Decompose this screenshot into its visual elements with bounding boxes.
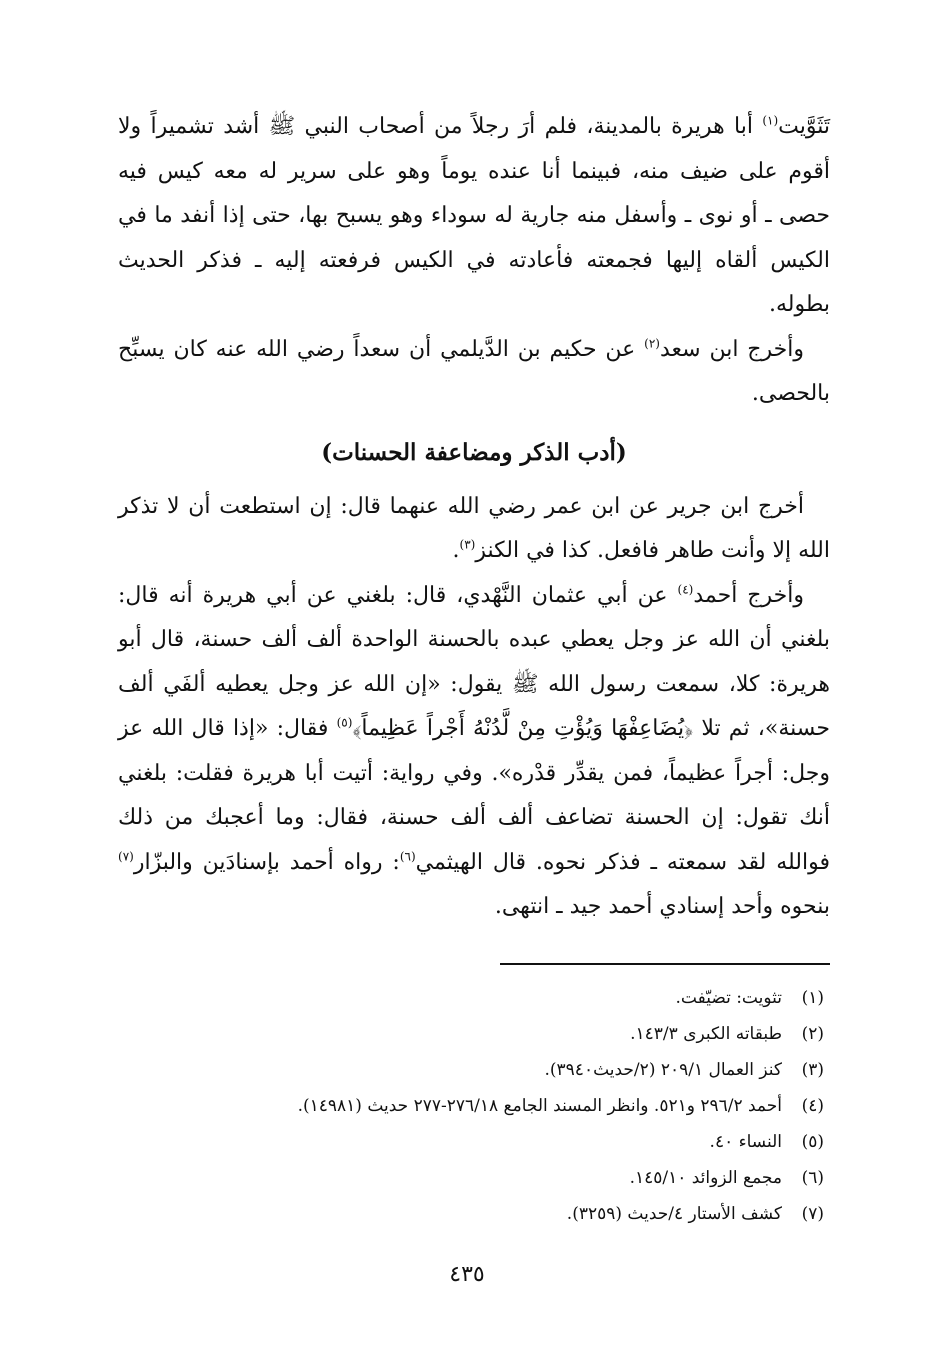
footnote-item [104,1088,824,1124]
page-body [118,105,830,930]
text-segment: أبا هريرة بالمدينة، فلم أرَ رجلاً من أصحاب النبي ﷺ أشد تشميراً ولا أقوم على ضيف منه، فبينما أنا عنده يوماً وهو على سرير له معه كيس فيه حصى ـ أو نوى ـ وأسفل منه جارية له سوداء وهو يسبح بها، حتى إذا أنفد ما في الكيس ألقاه إليها فجمعته فأعادته في الكيس فرفعته إليه ـ فذكر الحديث بطوله. [118,114,830,317]
footnote-text: مجمع الزوائد ١٤٥/١٠. [629,1168,782,1188]
footnote-text: أحمد ٢٩٦/٢ و٥٢١. وانظر المسند الجامع ٢٧٦/١٨-٢٧٧ حديث (١٤٩٨١). [297,1096,782,1116]
paragraph-4 [118,574,830,930]
text-segment: وأخرج ابن سعد [659,336,804,362]
footnote-number: (٤) [801,1096,824,1116]
footnote-text: طبقاته الكبرى ١٤٣/٣. [630,1024,782,1044]
text-segment: عن حكيم بن الدَّيلمي أن سعداً رضي الله عنه كان يسبِّح بالحصى. [118,336,830,406]
text-segment: وأخرج أحمد [693,582,804,608]
text-segment: بنحوه وأحد إسنادي أحمد جيد ـ انتهى. [494,894,830,919]
paragraph-2 [118,328,830,417]
footnote-text: كشف الأستار ٤/حديث (٣٢٥٩). [566,1204,782,1224]
footnote-item [104,1196,824,1232]
footnote-item [104,1160,824,1196]
footnote-marker: (١) [762,113,779,128]
footnote-item [104,1052,824,1088]
footnotes-list [104,980,824,1232]
text-segment: تَثَوَّيت [778,114,830,139]
text-segment: أخرج ابن جرير عن ابن عمر رضي الله عنهما قال: إن استطعت أن لا تذكر الله إلا وأنت طاهر فافعل. كذا في الكنز [118,493,830,563]
text-segment: : رواه أحمد بإسنادَين والبزّار [133,849,400,875]
footnote-marker: (٥) [336,715,353,730]
footnote-number: (٧) [801,1204,824,1224]
footnote-text: النساء ٤٠. [709,1132,782,1152]
footnote-marker: (٦) [399,849,416,864]
section-heading: (أدب الذكر ومضاعفة الحسنات) [321,438,627,466]
footnote-marker: (٧) [118,849,134,864]
footnote-marker: (٣) [459,537,476,552]
paragraph-3 [118,485,830,574]
footnote-marker: (٢) [644,336,660,351]
footnote-number: (٥) [801,1132,824,1152]
text-segment: فقال: «إذا قال الله عز وجل: أجراً عظيماً، فمن يقدِّر قدْره». وفي رواية: أتيت أبا هريرة فقلت: بلغني أنك تقول: إن الحسنة تضاعف ألف ألف حسنة، فقال: وما أعجبك من ذلك فوالله لقد سمعته ـ فذكر نحوه. قال الهيثمي [118,716,830,875]
text-segment: عن أبي عثمان النَّهْدي، قال: بلغني عن أبي هريرة أنه قال: بلغني أن الله عز وجل يعطي عبده بالحسنة الواحدة ألف ألف حسنة، قال أبو هريرة: كلا، سمعت رسول الله ﷺ يقول: «إن الله عز وجل يعطيه ألفَي ألف حسنة»، ثم تلا ﴿يُضَاعِفْهَا وَيُؤْتِ مِنْ لَّدُنْهُ أَجْراً عَظِيماً﴾ [118,582,830,741]
footnote-item [104,1124,824,1160]
footnote-number: (١) [801,988,824,1008]
footnote-number: (٦) [801,1168,824,1188]
footnote-separator [500,963,830,965]
footnote-number: (٢) [801,1024,824,1044]
footnote-item [104,1016,824,1052]
footnote-text: كنز العمال ٢٠٩/١ (٢/حديث٣٩٤٠). [544,1060,782,1080]
paragraph-1 [118,105,830,328]
footnote-number: (٣) [801,1060,824,1080]
footnote-text: تثويت: تضيّفت. [675,988,782,1008]
footnote-marker: (٤) [677,582,694,597]
footnote-item [104,980,824,1016]
text-segment: . [452,538,460,563]
page-number: ٤٣٥ [449,1262,485,1287]
